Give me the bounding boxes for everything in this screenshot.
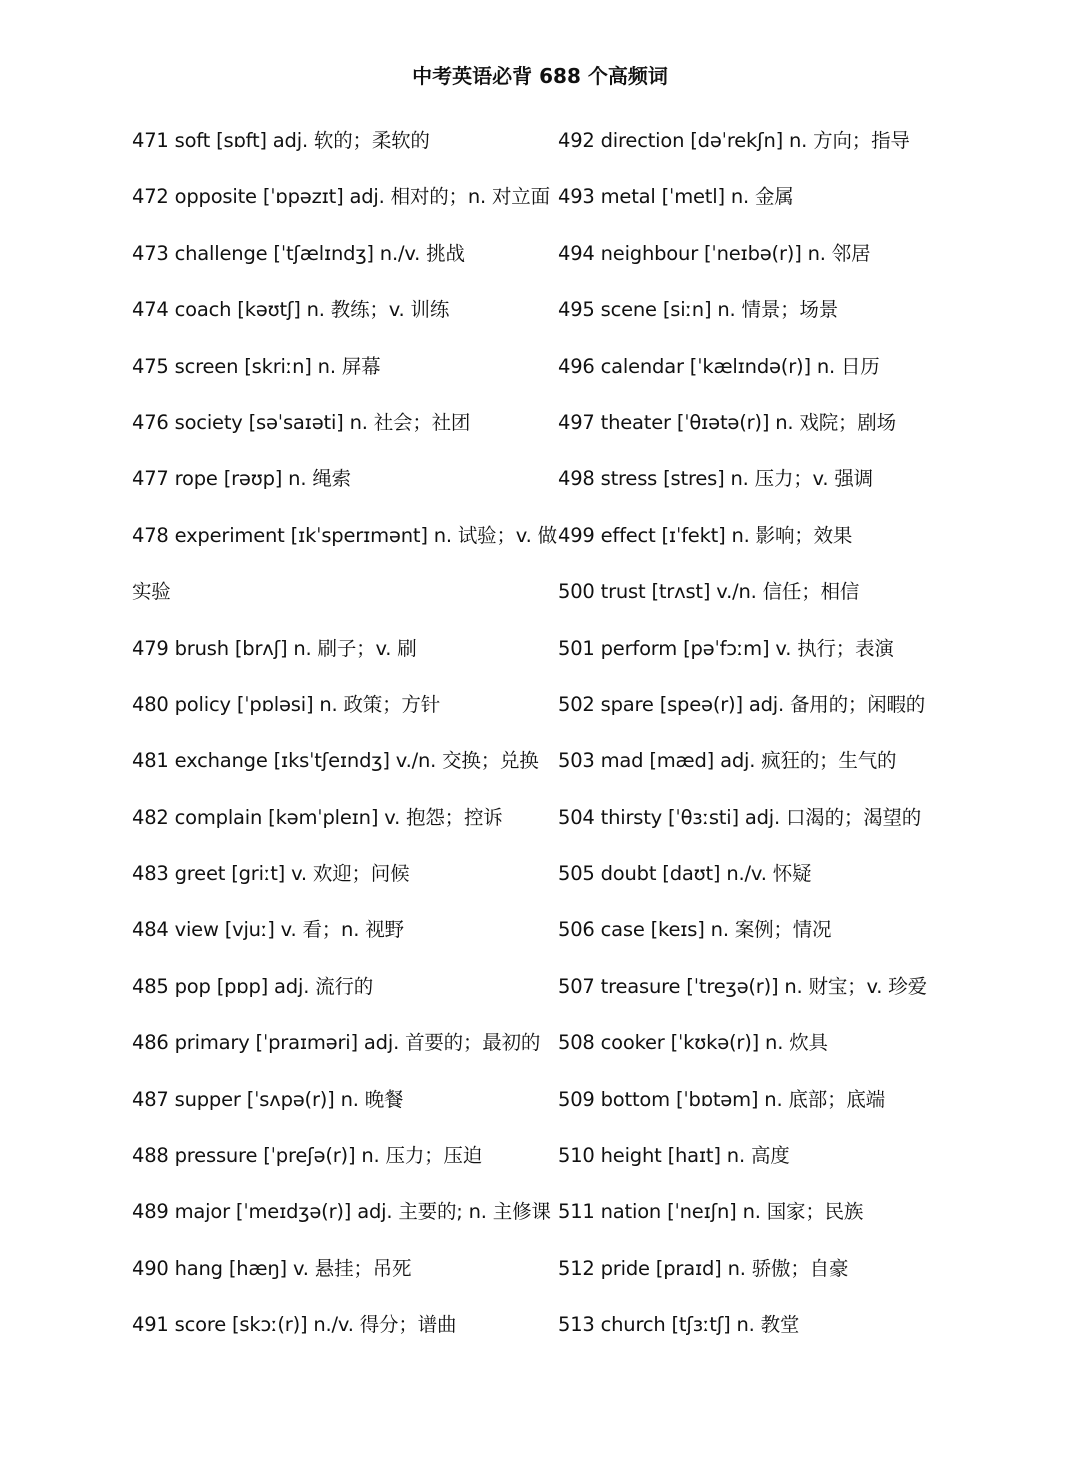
entry-504: 504 thirsty [ˈθɜːsti] adj. 口渴的；渴望的 [558, 805, 922, 829]
entry-473: 473 challenge [ˈtʃælɪndʒ] n./v. 挑战 [132, 241, 465, 265]
entry-503: 503 mad [mæd] adj. 疯狂的；生气的 [558, 749, 897, 773]
entry-498: 498 stress [stres] n. 压力；v. 强调 [558, 467, 873, 491]
entry-507: 507 treasure [ˈtreʒə(r)] n. 财宝；v. 珍爱 [558, 974, 927, 998]
entry-480: 480 policy [ˈpɒləsi] n. 政策；方针 [132, 692, 440, 716]
entry-508: 508 cooker [ˈkʊkə(r)] n. 炊具 [558, 1031, 828, 1055]
entry-487: 487 supper [ˈsʌpə(r)] n. 晚餐 [132, 1087, 404, 1111]
entry-486: 486 primary [ˈpraɪməri] adj. 首要的；最初的 [132, 1031, 541, 1055]
entry-474: 474 coach [kəʊtʃ] n. 教练；v. 训练 [132, 298, 450, 322]
page-title: 中考英语必背 688 个高频词 [412, 64, 668, 88]
entry-484: 484 view [vjuː] v. 看；n. 视野 [132, 918, 404, 942]
entry-482: 482 complain [kəmˈpleɪn] v. 抱怨；控诉 [132, 805, 503, 829]
left-column [132, 122, 557, 1363]
entry-493: 493 metal [ˈmetl] n. 金属 [558, 185, 794, 209]
entry-479: 479 brush [brʌʃ] n. 刷子；v. 刷 [132, 636, 417, 660]
entry-500: 500 trust [trʌst] v./n. 信任；相信 [558, 580, 860, 604]
entry-512: 512 pride [praɪd] n. 骄傲；自豪 [558, 1256, 849, 1280]
right-column [558, 122, 958, 1363]
entry-511: 511 nation [ˈneɪʃn] n. 国家；民族 [558, 1200, 864, 1224]
entry-489: 489 major [ˈmeɪdʒə(r)] adj. 主要的; n. 主修课 [132, 1200, 551, 1224]
entry-472: 472 opposite [ˈɒpəzɪt] adj. 相对的；n. 对立面 [132, 185, 550, 209]
entry-483: 483 greet [griːt] v. 欢迎；问候 [132, 862, 410, 886]
entry-492: 492 direction [dəˈrekʃn] n. 方向；指导 [558, 129, 910, 152]
entry-490: 490 hang [hæŋ] v. 悬挂；吊死 [132, 1256, 412, 1280]
entry-494: 494 neighbour [ˈneɪbə(r)] n. 邻居 [558, 241, 871, 265]
entry-475: 475 screen [skriːn] n. 屏幕 [132, 354, 381, 378]
entry-495: 495 scene [siːn] n. 情景；场景 [558, 298, 839, 322]
entry-481: 481 exchange [ɪksˈtʃeɪndʒ] v./n. 交换；兑换 [132, 749, 539, 773]
entry-491: 491 score [skɔː(r)] n./v. 得分；谱曲 [132, 1313, 457, 1337]
entry-502: 502 spare [speə(r)] adj. 备用的；闲暇的 [558, 692, 926, 716]
entry-478: 478 experiment [ɪkˈsperɪmənt] n. 试验；v. 做 [132, 523, 557, 547]
entry-478-continued: 实验 [132, 580, 171, 604]
entry-513: 513 church [tʃɜːtʃ] n. 教堂 [558, 1313, 800, 1337]
entry-499: 499 effect [ɪˈfekt] n. 影响；效果 [558, 523, 853, 547]
entry-510: 510 height [haɪt] n. 高度 [558, 1144, 790, 1168]
entry-506: 506 case [keɪs] n. 案例；情况 [558, 918, 832, 942]
entry-505: 505 doubt [daʊt] n./v. 怀疑 [558, 862, 812, 886]
entry-488: 488 pressure [ˈpreʃə(r)] n. 压力；压迫 [132, 1144, 483, 1168]
entry-496: 496 calendar [ˈkælɪndə(r)] n. 日历 [558, 354, 880, 378]
entry-476: 476 society [səˈsaɪəti] n. 社会；社团 [132, 410, 471, 434]
entry-471: 471 soft [sɒft] adj. 软的；柔软的 [132, 129, 430, 152]
entry-509: 509 bottom [ˈbɒtəm] n. 底部；底端 [558, 1087, 885, 1111]
entry-497: 497 theater [ˈθɪətə(r)] n. 戏院；剧场 [558, 410, 896, 434]
entry-477: 477 rope [rəʊp] n. 绳索 [132, 467, 351, 491]
entry-485: 485 pop [pɒp] adj. 流行的 [132, 974, 374, 998]
entry-501: 501 perform [pəˈfɔːm] v. 执行；表演 [558, 636, 894, 660]
